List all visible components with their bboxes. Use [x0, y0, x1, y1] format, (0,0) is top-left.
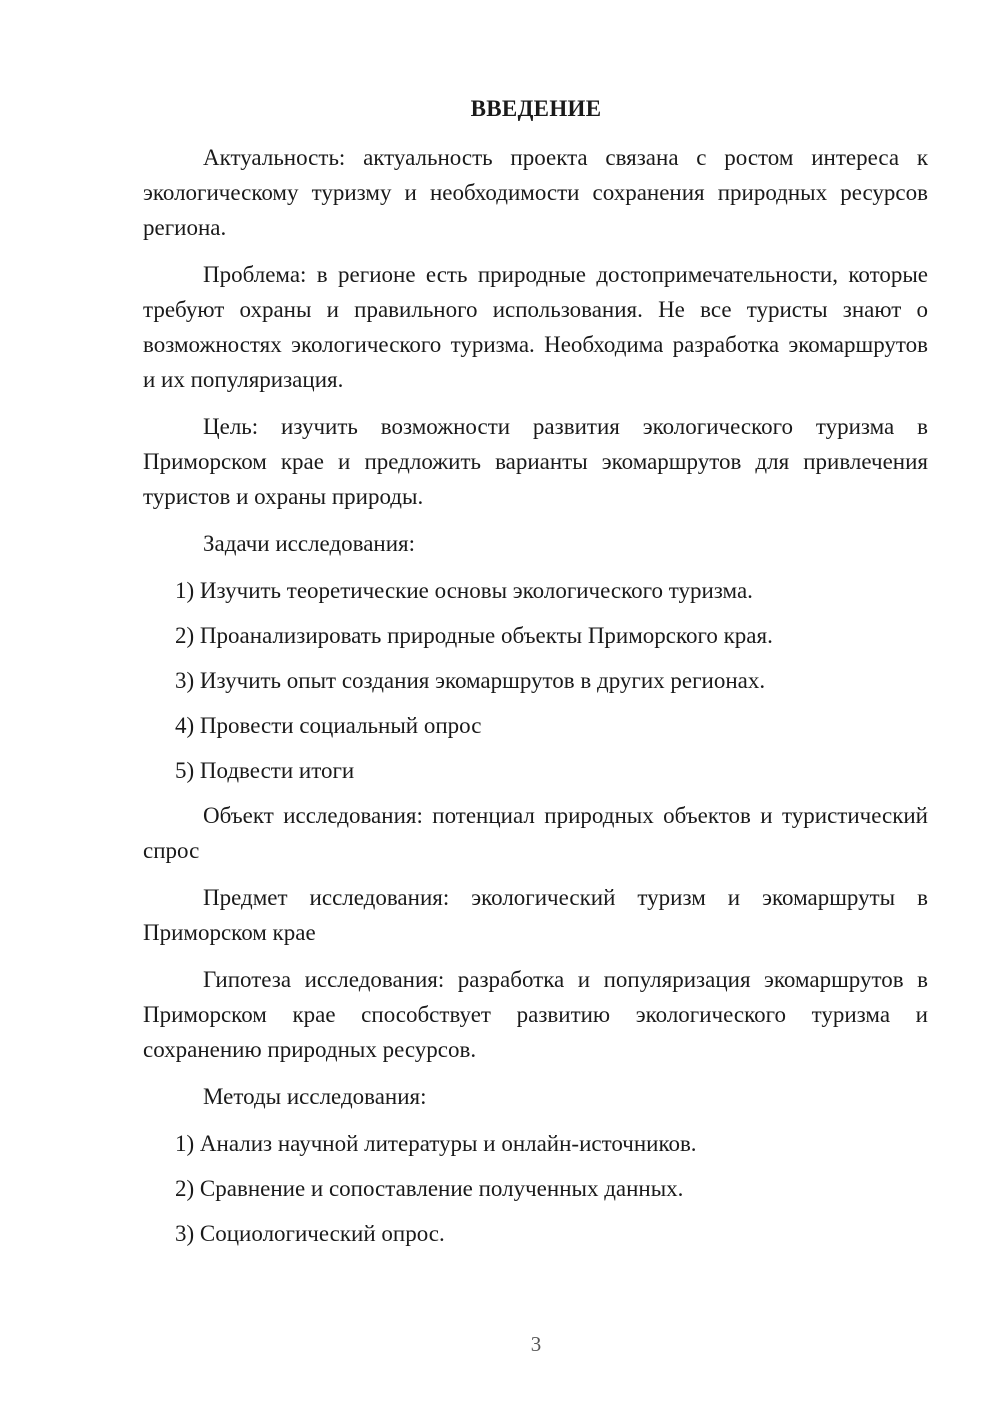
list-item: 5) Подвести итоги [175, 758, 355, 783]
tasks-list [143, 573, 928, 788]
relevance-paragraph: Актуальность: актуальность проекта связана с ростом интереса к экологическому туризму и необходимости сохранения природных ресурсов региона. [143, 145, 928, 240]
goal-paragraph: Цель: изучить возможности развития экологического туризма в Приморском крае и предложить варианты экомаршрутов для привлечения туристов и охраны природы. [143, 414, 928, 509]
page-number: 3 [530, 1332, 542, 1356]
list-item: 2) Проанализировать природные объекты Приморского края. [175, 623, 773, 648]
body-text [143, 140, 928, 1261]
list-item: 2) Сравнение и сопоставление полученных данных. [175, 1176, 684, 1201]
object-paragraph: Объект исследования: потенциал природных объектов и туристический спрос [143, 803, 928, 863]
methods-list [143, 1126, 928, 1251]
problem-paragraph: Проблема: в регионе есть природные достопримечательности, которые требуют охраны и правильного использования. Не все туристы знают о возможностях экологического туризма. Необходима разработка экомаршрутов и их популяризация. [143, 262, 928, 392]
list-item: 3) Изучить опыт создания экомаршрутов в других регионах. [175, 668, 766, 693]
list-item: 3) Социологический опрос. [175, 1221, 445, 1246]
tasks-heading: Задачи исследования: [203, 531, 416, 556]
page-title: ВВЕДЕНИЕ [470, 96, 602, 121]
list-item: 1) Изучить теоретические основы экологического туризма. [175, 578, 753, 603]
hypothesis-paragraph: Гипотеза исследования: разработка и популяризация экомаршрутов в Приморском крае способствует развитию экологического туризма и сохранению природных ресурсов. [143, 967, 928, 1062]
methods-heading: Методы исследования: [203, 1084, 427, 1109]
list-item: 1) Анализ научной литературы и онлайн-источников. [175, 1131, 697, 1156]
list-item: 4) Провести социальный опрос [175, 713, 482, 738]
subject-paragraph: Предмет исследования: экологический туризм и экомаршруты в Приморском крае [143, 885, 928, 945]
